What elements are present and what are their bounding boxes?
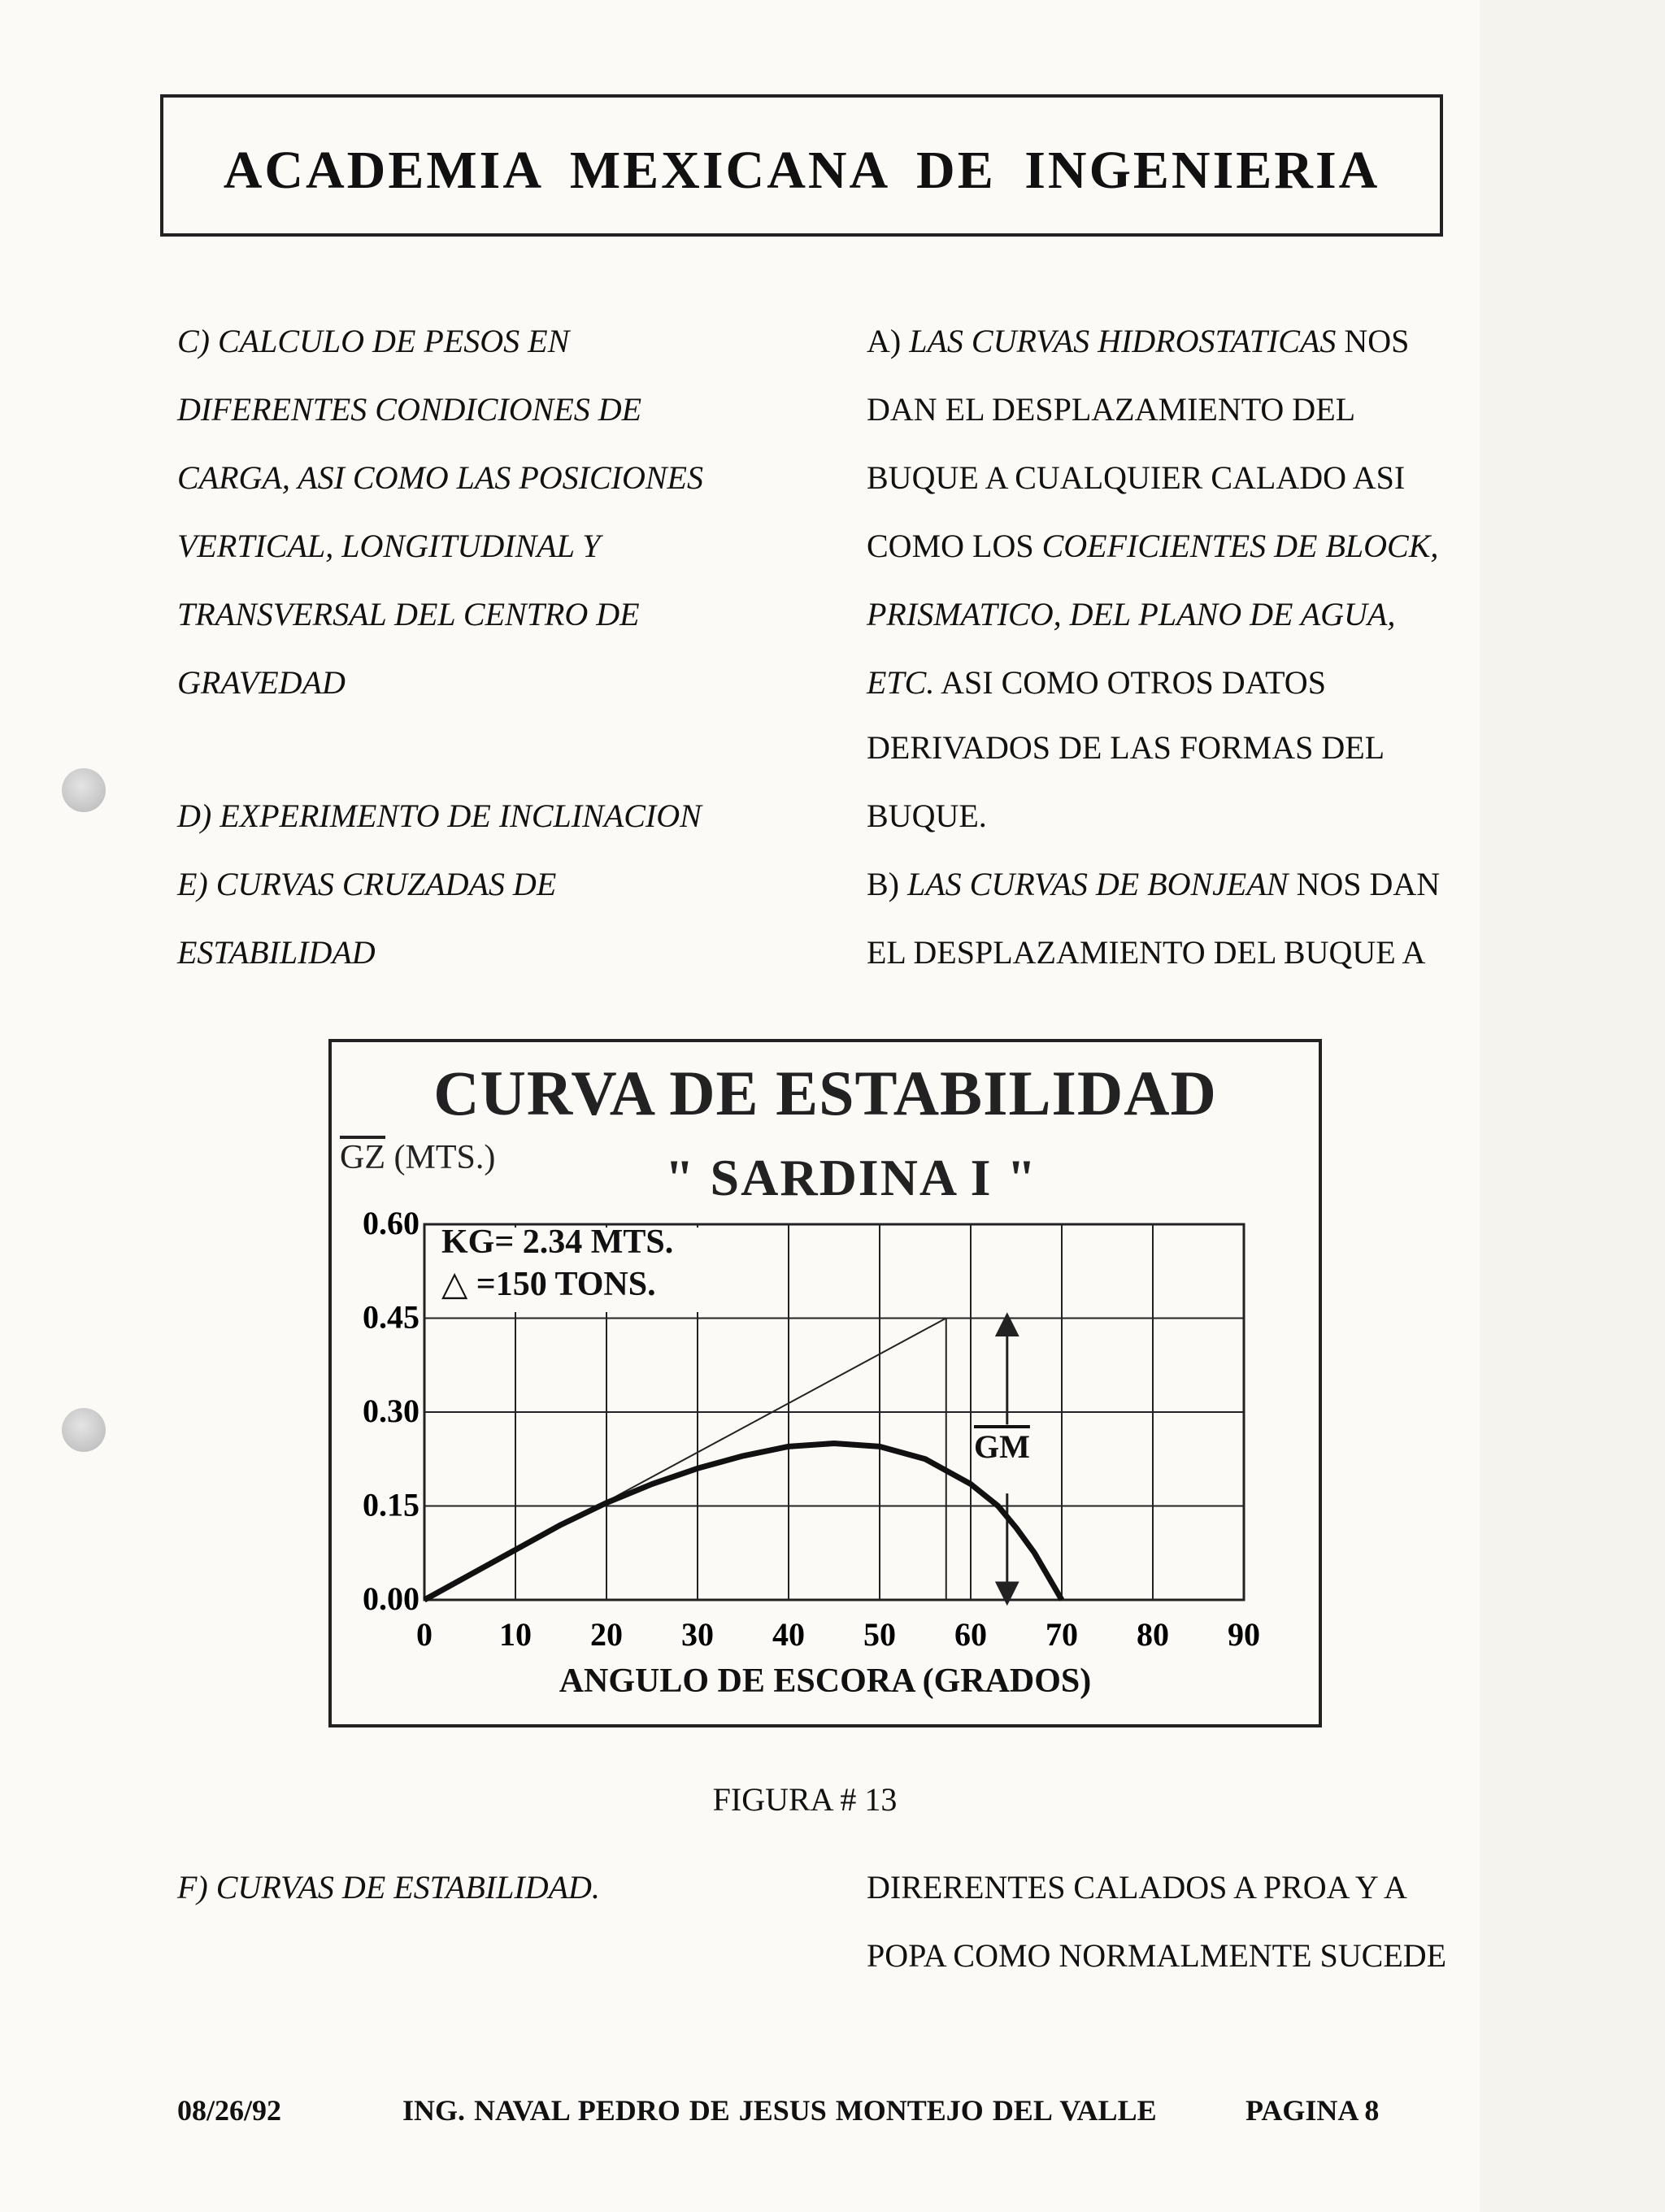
right-line: ETC. ASI COMO OTROS DATOS: [867, 664, 1326, 701]
x-axis-label: ANGULO DE ESCORA (GRADOS): [559, 1662, 1092, 1700]
binder-hole-bottom: [62, 1408, 106, 1452]
stability-chart: [328, 1039, 1322, 1727]
left-line: E) CURVAS CRUZADAS DE: [177, 866, 557, 902]
x-tick-label: 30: [681, 1616, 714, 1653]
header-box: [160, 94, 1443, 237]
x-tick-label: 80: [1137, 1616, 1169, 1653]
right-line: COMO LOS COEFICIENTES DE BLOCK,: [867, 528, 1439, 564]
right-line: BUQUE A CUALQUIER CALADO ASI: [867, 459, 1406, 496]
right-line: B) LAS CURVAS DE BONJEAN NOS DAN: [867, 866, 1441, 902]
page-edge-shadow: [1480, 0, 1665, 2212]
left-line: C) CALCULO DE PESOS EN: [177, 323, 570, 359]
footer-page: PAGINA 8: [1245, 2094, 1380, 2127]
y-tick-label: 0.45: [363, 1298, 420, 1336]
y-tick-label: 0.15: [363, 1486, 420, 1523]
gm-label: $\overline{GM}$: [974, 1428, 1030, 1465]
bottom-left-text: F) CURVAS DE ESTABILIDAD.: [177, 1869, 600, 1906]
bottom-right-line: POPA COMO NORMALMENTE SUCEDE: [867, 1937, 1447, 1974]
x-tick-label: 70: [1046, 1616, 1078, 1653]
x-tick-label: 10: [499, 1616, 532, 1653]
y-tick-label: 0.60: [363, 1205, 420, 1241]
right-line: A) LAS CURVAS HIDROSTATICAS NOS: [867, 323, 1410, 359]
chart-subtitle: " SARDINA I ": [665, 1149, 1038, 1206]
right-line: PRISMATICO, DEL PLANO DE AGUA,: [867, 596, 1396, 632]
y-tick-label: 0.00: [363, 1580, 420, 1617]
x-tick-label: 90: [1228, 1616, 1260, 1653]
left-line: DIFERENTES CONDICIONES DE: [177, 391, 642, 428]
right-line: BUQUE.: [867, 797, 987, 834]
chart-title: CURVA DE ESTABILIDAD: [433, 1058, 1217, 1128]
annotation-kg: KG= 2.34 MTS.: [441, 1223, 674, 1261]
x-tick-label: 50: [863, 1616, 896, 1653]
bottom-right-line: DIRERENTES CALADOS A PROA Y A: [867, 1869, 1407, 1906]
binder-hole-top: [62, 768, 106, 812]
right-line: DAN EL DESPLAZAMIENTO DEL: [867, 391, 1356, 428]
left-line: GRAVEDAD: [177, 664, 346, 701]
x-tick-label: 60: [954, 1616, 987, 1653]
left-line: VERTICAL, LONGITUDINAL Y: [177, 528, 601, 564]
right-line: EL DESPLAZAMIENTO DEL BUQUE A: [867, 934, 1426, 971]
y-tick-label: 0.30: [363, 1393, 420, 1429]
figure-caption: FIGURA # 13: [712, 1781, 898, 1818]
right-line: DERIVADOS DE LAS FORMAS DEL: [867, 729, 1385, 766]
x-tick-label: 40: [772, 1616, 805, 1653]
annotation-displacement: △ =150 TONS.: [441, 1266, 656, 1303]
left-line: ESTABILIDAD: [177, 934, 376, 971]
left-line: D) EXPERIMENTO DE INCLINACION: [177, 797, 702, 834]
left-line: CARGA, ASI COMO LAS POSICIONES: [177, 459, 703, 496]
x-tick-label: 20: [590, 1616, 623, 1653]
header-title: ACADEMIA MEXICANA DE INGENIERIA: [223, 140, 1380, 200]
x-tick-label: 0: [416, 1616, 433, 1653]
left-line: TRANSVERSAL DEL CENTRO DE: [177, 596, 640, 632]
footer-date: 08/26/92: [177, 2094, 282, 2127]
gz-curve: [424, 1444, 1062, 1601]
footer-author: ING. NAVAL PEDRO DE JESUS MONTEJO DEL VALLE: [402, 2094, 1157, 2127]
y-axis-label: $\overline{GZ}$ (MTS.): [340, 1139, 496, 1176]
